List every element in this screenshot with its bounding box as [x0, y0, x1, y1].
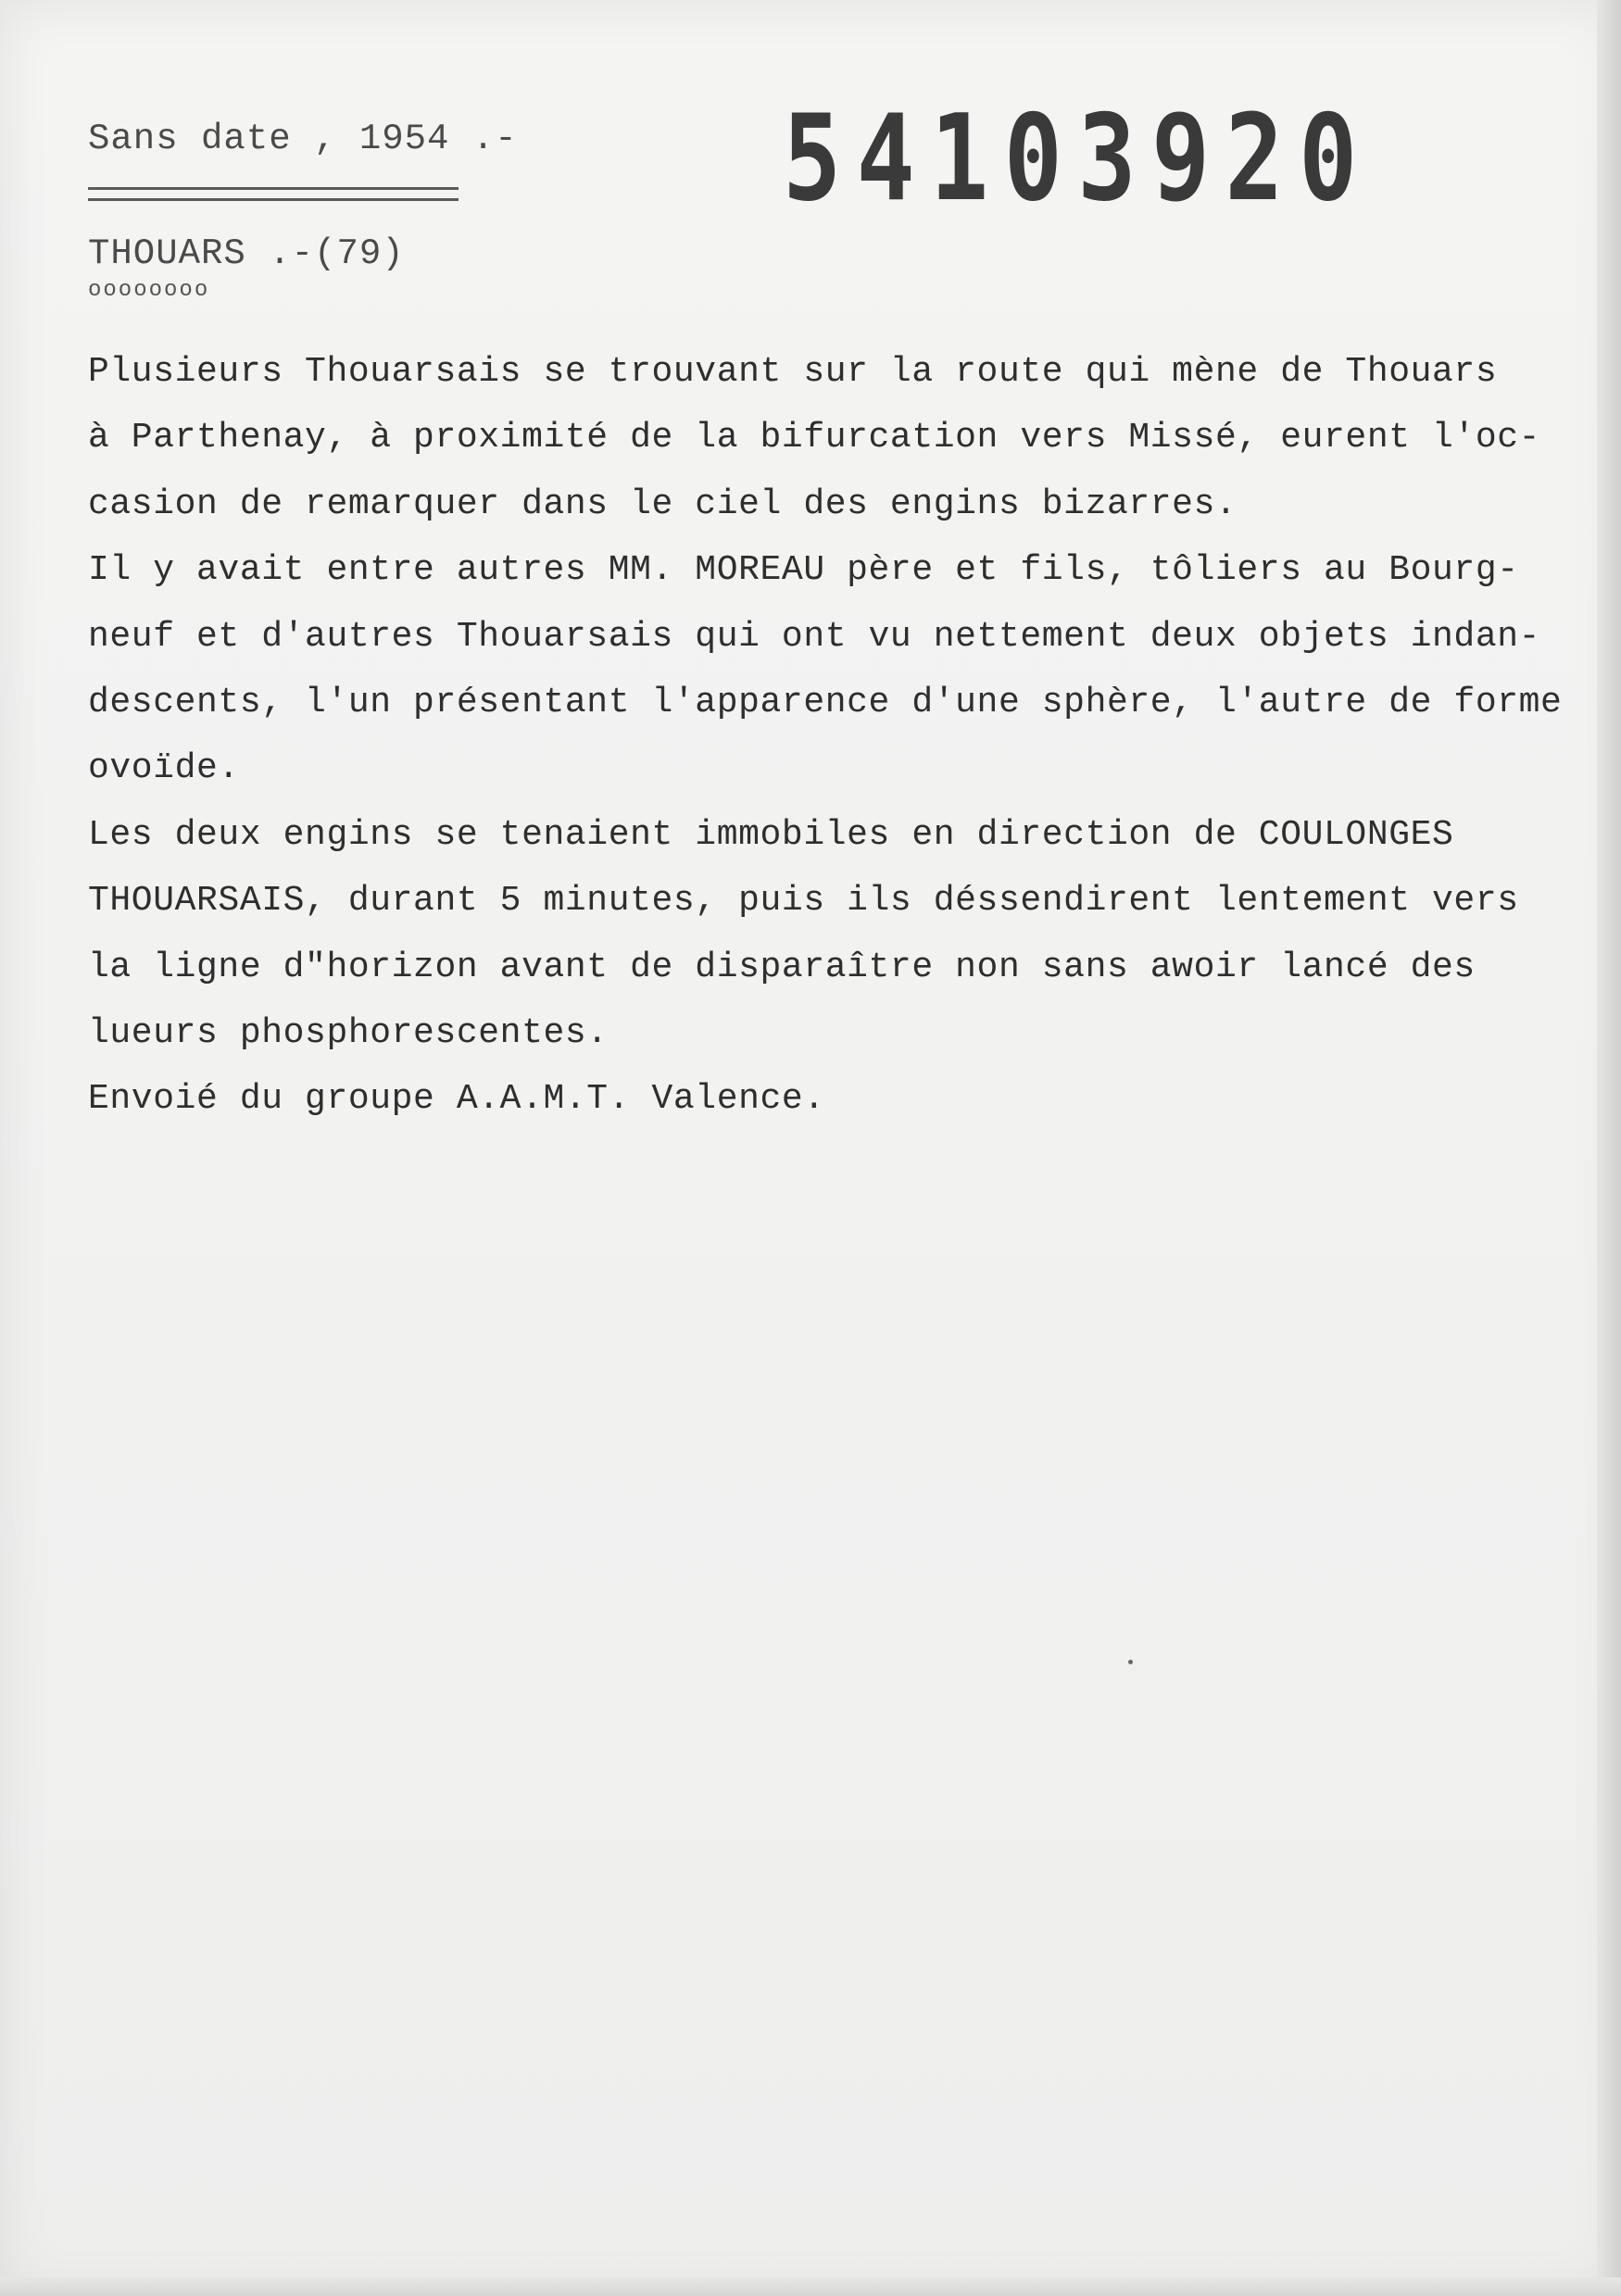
body-line: à Parthenay, à proximité de la bifurcation vers Missé, eurent l'oc- [88, 418, 1541, 458]
dot-rule: oooooooo [88, 278, 210, 303]
date-line: Sans date , 1954 .- [88, 119, 518, 159]
body-line: casion de remarquer dans le ciel des engins bizarres. [88, 483, 1238, 524]
body-line: neuf et d'autres Thouarsais qui ont vu nettement deux objets indan- [88, 616, 1541, 657]
body-text [88, 339, 1579, 1133]
body-line: Les deux engins se tenaient immobiles en direction de COULONGES [88, 814, 1454, 855]
paper-speck [1128, 1660, 1133, 1664]
body-line: THOUARSAIS, durant 5 minutes, puis ils déssendirent lentement vers [88, 881, 1519, 922]
place-line: THOUARS .-(79) [88, 233, 405, 274]
body-line: descents, l'un présentant l'apparence d'une sphère, l'autre de forme [88, 682, 1563, 722]
document-number: 54103920 [783, 90, 1373, 228]
body-line: lueurs phosphorescentes. [88, 1012, 609, 1053]
body-line: Envoié du groupe A.A.M.T. Valence. [88, 1079, 825, 1120]
body-line: Il y avait entre autres MM. MOREAU père et fils, tôliers au Bourg- [88, 550, 1519, 591]
page-edge-bottom [0, 2277, 1621, 2296]
body-line: ovoïde. [88, 748, 240, 789]
page-edge-right [1597, 0, 1621, 2296]
body-line: la ligne d"horizon avant de disparaître non sans awoir lancé des [88, 947, 1476, 987]
double-underline [88, 187, 459, 201]
body-line: Plusieurs Thouarsais se trouvant sur la route qui mène de Thouars [88, 352, 1498, 392]
